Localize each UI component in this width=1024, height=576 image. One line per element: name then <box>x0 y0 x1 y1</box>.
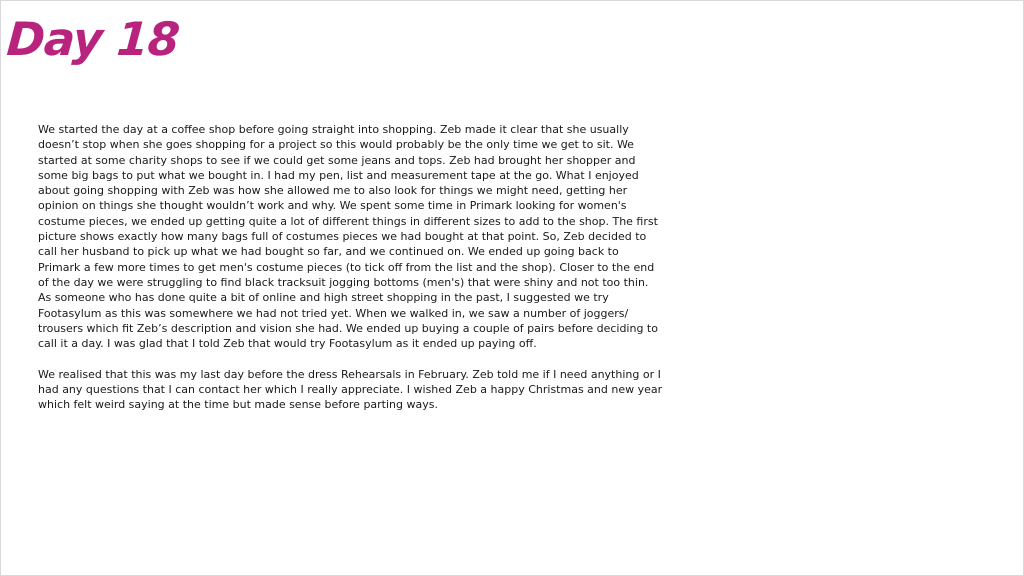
slide-title: Day 18 <box>5 12 181 66</box>
body-paragraph-1: We started the day at a coffee shop before going straight into shopping. Zeb made it clear that she usually doesn’t stop when she goes shopping for a project so this would probably be the only time we get to sit. We started at some charity shops to see if we could get some jeans and tops. Zeb had brought her shopper and some big bags to put what we bought in. I had my pen, list and measurement tape at the go. What I enjoyed about going shopping with Zeb was how she allowed me to also look for things we might need, getting her opinion on things she thought wouldn’t work and why. We spent some time in Primark looking for women's costume pieces, we ended up getting quite a lot of different things in different sizes to add to the shop. The first picture shows exactly how many bags full of costumes pieces we had bought at that point. So, Zeb decided to call her husband to pick up what we had bought so far, and we continued on. We ended up going back to Primark a few more times to get men's costume pieces (to tick off from the list and the shop). Closer to the end of the day we were struggling to find black tracksuit jogging bottoms (men's) that were shiny and not too thin. As someone who has done quite a bit of online and high street shopping in the past, I suggested we try Footasylum as this was somewhere we had not tried yet. When we walked in, we saw a number of joggers/ trousers which fit Zeb’s description and vision she had. We ended up buying a couple of pairs before deciding to call it a day. I was glad that I told Zeb that would try Footasylum as it ended up paying off. <box>38 123 658 351</box>
slide-body <box>38 122 664 428</box>
body-paragraph-2: We realised that this was my last day before the dress Rehearsals in February. Zeb told me if I need anything or I had any questions that I can contact her which I really appreciate. I wished Zeb a happy Christmas and new year which felt weird saying at the time but made sense before parting ways. <box>38 367 663 412</box>
